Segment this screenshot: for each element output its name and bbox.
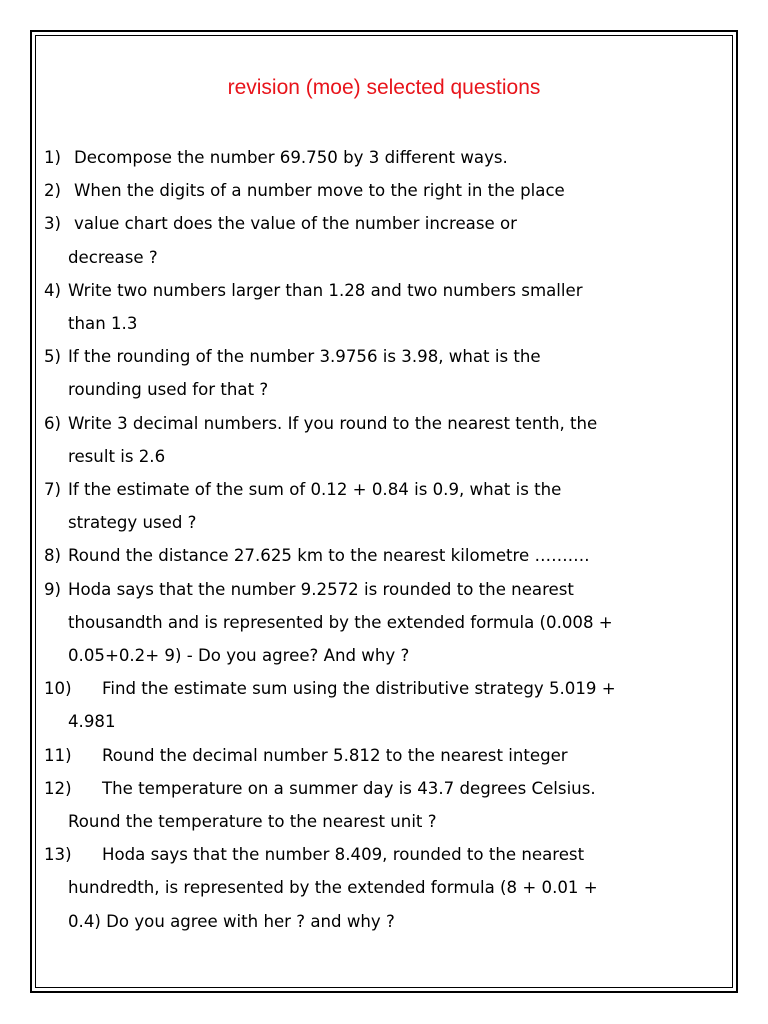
question-line: Find the estimate sum using the distributive strategy 5.019 + xyxy=(102,679,616,699)
question-line: 0.05+0.2+ 9) - Do you agree? And why ? xyxy=(68,646,410,666)
question-text xyxy=(68,539,694,572)
question-line: Round the decimal number 5.812 to the nearest integer xyxy=(102,745,568,765)
question-line: hundredth, is represented by the extended formula (8 + 0.01 + xyxy=(68,878,598,898)
question-line: If the estimate of the sum of 0.12 + 0.84 is 0.9, what is the xyxy=(68,480,562,500)
question-line: Write two numbers larger than 1.28 and two numbers smaller xyxy=(68,280,583,300)
question-text xyxy=(68,838,694,938)
question-line: Write 3 decimal numbers. If you round to the nearest tenth, the xyxy=(68,413,598,433)
question-line: rounding used for that ? xyxy=(68,380,269,400)
question-text xyxy=(68,207,694,273)
question-text xyxy=(68,340,694,406)
question-text xyxy=(68,274,694,340)
question-number: 7) xyxy=(44,480,62,500)
question-number: 11) xyxy=(44,745,72,765)
question-line: than 1.3 xyxy=(68,314,138,334)
question-number: 1) xyxy=(44,148,62,167)
page-title: revision (moe) selected questions xyxy=(227,76,541,99)
question-item xyxy=(44,274,694,340)
question-line: result is 2.6 xyxy=(68,446,166,466)
question-item xyxy=(44,739,694,772)
question-number: 2) xyxy=(44,181,62,201)
question-number: 3) xyxy=(44,214,62,234)
question-line: value chart does the value of the number increase or xyxy=(74,214,517,234)
question-number: 12) xyxy=(44,778,72,798)
question-item xyxy=(44,838,694,938)
question-text xyxy=(74,141,694,174)
question-text xyxy=(68,573,694,673)
question-number: 4) xyxy=(44,280,62,300)
question-number: 9) xyxy=(44,579,62,599)
question-number: 13) xyxy=(44,845,72,865)
question-item xyxy=(44,207,694,273)
question-item xyxy=(44,539,694,572)
question-line: Hoda says that the number 8.409, rounded to the nearest xyxy=(102,845,585,865)
question-text xyxy=(68,672,694,738)
question-text xyxy=(102,739,694,772)
question-text xyxy=(68,772,694,838)
question-line: strategy used ? xyxy=(68,513,197,533)
question-text xyxy=(74,174,694,207)
question-line: Hoda says that the number 9.2572 is rounded to the nearest xyxy=(68,579,574,599)
question-item xyxy=(44,340,694,406)
question-number: 8) xyxy=(44,546,62,566)
question-line: If the rounding of the number 3.9756 is 3.98, what is the xyxy=(68,347,541,367)
question-line: Decompose the number 69.750 by 3 different ways. xyxy=(74,148,508,167)
question-line: thousandth and is represented by the extended formula (0.008 + xyxy=(68,612,613,632)
question-line: Round the temperature to the nearest unit ? xyxy=(68,812,437,832)
question-line: Round the distance 27.625 km to the nearest kilometre ………. xyxy=(68,546,590,566)
question-item xyxy=(44,672,694,738)
question-list xyxy=(44,141,694,938)
question-text xyxy=(68,473,694,539)
question-item xyxy=(44,573,694,673)
question-line: decrease ? xyxy=(68,247,158,267)
question-text xyxy=(68,407,694,473)
question-number: 10) xyxy=(44,679,72,699)
question-line: 4.981 xyxy=(68,712,116,732)
question-number: 5) xyxy=(44,347,62,367)
question-line: 0.4) Do you agree with her ? and why ? xyxy=(68,911,395,931)
question-item xyxy=(44,174,694,207)
question-item xyxy=(44,772,694,838)
question-line: When the digits of a number move to the right in the place xyxy=(74,181,565,201)
question-number: 6) xyxy=(44,413,62,433)
question-item xyxy=(44,407,694,473)
question-item xyxy=(44,473,694,539)
question-line: The temperature on a summer day is 43.7 degrees Celsius. xyxy=(102,778,596,798)
question-item xyxy=(44,141,694,174)
